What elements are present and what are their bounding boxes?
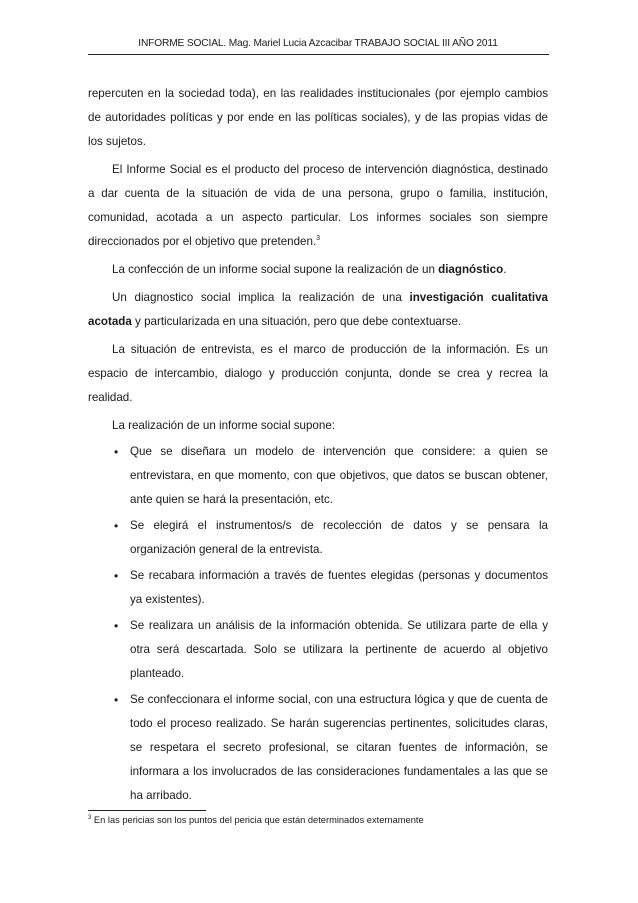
- bullet-icon: •: [114, 693, 119, 707]
- paragraph-3: [88, 258, 548, 282]
- list-item-text: Se realizara un análisis de la información obtenida. Se utilizara parte de ella y otra será descartada. Solo se utilizara la pertinente de acuerdo al objetivo planteado.: [130, 619, 548, 680]
- paragraph-5: La situación de entrevista, es el marco de producción de la información. Es un espacio de intercambio, dialogo y producción conjunta, donde se crea y recrea la realidad.: [88, 343, 548, 404]
- bullet-icon: •: [114, 445, 119, 459]
- paragraph-3-bold: diagnóstico: [438, 263, 504, 276]
- paragraph-4: [88, 286, 548, 334]
- header-divider: [88, 54, 549, 55]
- list-item: [88, 440, 548, 512]
- footnote: [88, 815, 548, 825]
- paragraph-3-text: La confección de un informe social supone la realización de un: [112, 263, 439, 276]
- list-item: [88, 614, 548, 686]
- footnote-divider: [88, 810, 206, 811]
- list-item-text: Que se diseñara un modelo de intervención que considere: a quien se entrevistara, en que momento, con que objetivos, que datos se buscan obtener, ante quien se hará la presentación, etc.: [130, 445, 548, 506]
- paragraph-4-text: Un diagnostico social implica la realización de una: [112, 291, 410, 304]
- bullet-icon: •: [114, 569, 119, 583]
- bullet-icon: •: [114, 519, 119, 533]
- paragraph-6: La realización de un informe social supone:: [112, 419, 335, 432]
- footnote-number: 3: [88, 815, 92, 821]
- page-header: INFORME SOCIAL. Mag. Mariel Lucia Azcacibar TRABAJO SOCIAL III AÑO 2011: [138, 38, 498, 49]
- list-item: [88, 564, 548, 612]
- paragraph-1: repercuten en la sociedad toda), en las realidades institucionales (por ejemplo cambios de autoridades políticas y por ende en las políticas sociales), y de las propias vidas de los sujetos.: [88, 87, 548, 148]
- document-body: [88, 82, 548, 808]
- paragraph-2: [88, 158, 548, 254]
- bullet-list: [88, 440, 548, 808]
- list-item: [88, 688, 548, 808]
- paragraph-3-end: .: [503, 263, 507, 276]
- bullet-icon: •: [114, 619, 119, 633]
- list-item-text: Se elegirá el instrumentos/s de recolección de datos y se pensara la organización general de la entrevista.: [130, 519, 548, 556]
- paragraph-4-end: y particularizada en una situación, pero que debe contextuarse.: [131, 315, 462, 328]
- paragraph-4-bold: investigación cualitativa acotada: [88, 291, 548, 328]
- list-item-text: Se confeccionara el informe social, con una estructura lógica y que de cuenta de todo el proceso realizado. Se harán sugerencias pertinentes, solicitudes claras, se respetara el secreto profesional, se citaran fuentes de información, se informara a los involucrados de las consideraciones fundamentales a las que se ha arribado.: [130, 693, 548, 802]
- footnote-ref: 3: [316, 235, 321, 242]
- list-item-text: Se recabara información a través de fuentes elegidas (personas y documentos ya existentes).: [130, 569, 548, 606]
- paragraph-2-text: El Informe Social es el producto del proceso de intervención diagnóstica, destinado a dar cuenta de la situación de vida de una persona, grupo o familia, institución, comunidad, acotada a un aspecto particular. Los informes sociales son siempre direccionados por el objetivo que pretenden.: [88, 163, 548, 248]
- footnote-text: En las pericias son los puntos del pericia que están determinados externamente: [91, 815, 424, 825]
- list-item: [88, 514, 548, 562]
